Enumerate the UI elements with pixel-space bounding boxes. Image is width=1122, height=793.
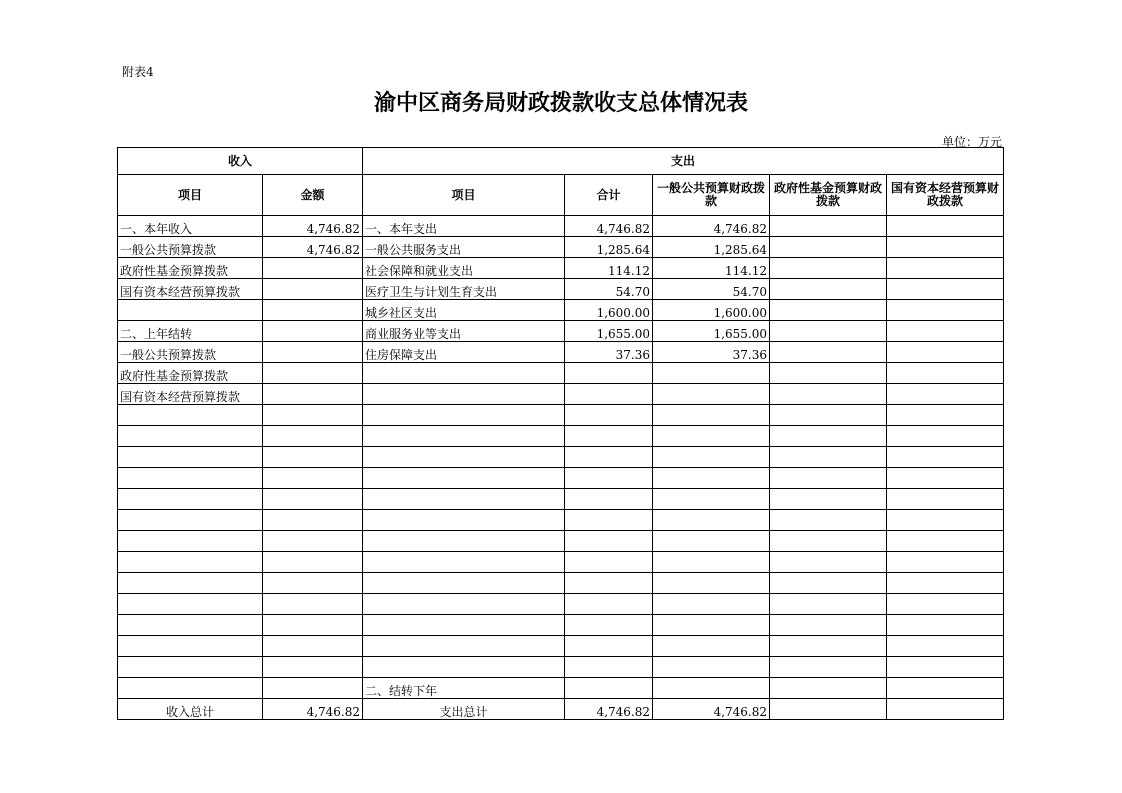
fiscal-table bbox=[117, 147, 1004, 720]
income-amount-cell bbox=[263, 510, 363, 531]
income-item-cell: 一般公共预算拨款 bbox=[118, 237, 263, 258]
income-item-cell bbox=[118, 552, 263, 573]
table-row bbox=[118, 258, 1004, 279]
expense-item-cell bbox=[363, 489, 565, 510]
table-row bbox=[118, 405, 1004, 426]
income-item-header: 项目 bbox=[118, 175, 263, 216]
gov-fund-cell bbox=[770, 237, 887, 258]
expense-item-cell bbox=[363, 531, 565, 552]
general-budget-cell bbox=[653, 384, 770, 405]
gov-fund-cell bbox=[770, 489, 887, 510]
expense-total-cell bbox=[565, 384, 653, 405]
income-amount-cell bbox=[263, 363, 363, 384]
general-budget-cell bbox=[653, 468, 770, 489]
table-row bbox=[118, 510, 1004, 531]
expense-total-cell bbox=[565, 678, 653, 699]
income-amount-cell bbox=[263, 405, 363, 426]
gov-fund-cell bbox=[770, 531, 887, 552]
general-budget-cell bbox=[653, 405, 770, 426]
income-item-cell: 政府性基金预算拨款 bbox=[118, 363, 263, 384]
income-item-cell bbox=[118, 531, 263, 552]
state-capital-cell bbox=[887, 342, 1004, 363]
expense-item-cell bbox=[363, 657, 565, 678]
general-budget-cell bbox=[653, 363, 770, 384]
income-item-cell: 政府性基金预算拨款 bbox=[118, 258, 263, 279]
gov-fund-cell bbox=[770, 363, 887, 384]
state-capital-cell bbox=[887, 405, 1004, 426]
gov-fund-cell bbox=[770, 279, 887, 300]
income-amount-header: 金额 bbox=[263, 175, 363, 216]
general-budget-cell bbox=[653, 531, 770, 552]
income-amount-cell bbox=[263, 384, 363, 405]
table-row bbox=[118, 384, 1004, 405]
income-item-cell bbox=[118, 468, 263, 489]
state-capital-cell bbox=[887, 447, 1004, 468]
expense-total-amount: 4,746.82 bbox=[565, 699, 653, 720]
income-amount-cell bbox=[263, 342, 363, 363]
state-capital-cell bbox=[887, 279, 1004, 300]
expense-item-cell: 住房保障支出 bbox=[363, 342, 565, 363]
general-budget-cell: 1,600.00 bbox=[653, 300, 770, 321]
income-amount-cell bbox=[263, 300, 363, 321]
general-budget-cell: 37.36 bbox=[653, 342, 770, 363]
income-amount-cell bbox=[263, 531, 363, 552]
expense-total-label: 支出总计 bbox=[363, 699, 565, 720]
table-row bbox=[118, 468, 1004, 489]
income-item-cell bbox=[118, 636, 263, 657]
table-row bbox=[118, 573, 1004, 594]
income-item-cell bbox=[118, 657, 263, 678]
expense-item-cell bbox=[363, 615, 565, 636]
income-amount-cell bbox=[263, 594, 363, 615]
income-amount-cell bbox=[263, 426, 363, 447]
expense-item-cell: 二、结转下年 bbox=[363, 678, 565, 699]
expense-total-cell: 54.70 bbox=[565, 279, 653, 300]
state-capital-cell bbox=[887, 510, 1004, 531]
table-row bbox=[118, 594, 1004, 615]
state-capital-cell bbox=[887, 321, 1004, 342]
gov-fund-cell bbox=[770, 447, 887, 468]
general-budget-cell bbox=[653, 594, 770, 615]
income-amount-cell bbox=[263, 468, 363, 489]
state-capital-cell bbox=[887, 657, 1004, 678]
gov-fund-cell bbox=[770, 552, 887, 573]
table-row bbox=[118, 531, 1004, 552]
expense-total-cell bbox=[565, 447, 653, 468]
expense-item-cell bbox=[363, 384, 565, 405]
income-item-cell bbox=[118, 573, 263, 594]
table-row bbox=[118, 321, 1004, 342]
income-item-cell: 国有资本经营预算拨款 bbox=[118, 279, 263, 300]
state-capital-cell bbox=[887, 468, 1004, 489]
state-capital-cell bbox=[887, 573, 1004, 594]
expense-total-cell bbox=[565, 573, 653, 594]
expense-total-cell bbox=[565, 552, 653, 573]
general-budget-cell bbox=[653, 636, 770, 657]
expense-item-cell: 一、本年支出 bbox=[363, 216, 565, 237]
table-row bbox=[118, 489, 1004, 510]
expense-total-cell: 114.12 bbox=[565, 258, 653, 279]
expense-item-cell bbox=[363, 447, 565, 468]
totals-row bbox=[118, 699, 1004, 720]
expense-total-cell bbox=[565, 636, 653, 657]
expense-item-header: 项目 bbox=[363, 175, 565, 216]
gov-fund-cell bbox=[770, 468, 887, 489]
income-item-cell bbox=[118, 678, 263, 699]
expense-total-header: 合计 bbox=[565, 175, 653, 216]
state-capital-total bbox=[887, 699, 1004, 720]
general-budget-cell bbox=[653, 573, 770, 594]
table-row bbox=[118, 615, 1004, 636]
gov-fund-cell bbox=[770, 678, 887, 699]
expense-item-cell: 社会保障和就业支出 bbox=[363, 258, 565, 279]
expense-total-cell: 1,655.00 bbox=[565, 321, 653, 342]
table-row bbox=[118, 657, 1004, 678]
income-item-cell bbox=[118, 615, 263, 636]
income-item-cell bbox=[118, 405, 263, 426]
expense-total-cell bbox=[565, 426, 653, 447]
income-item-cell bbox=[118, 300, 263, 321]
gov-fund-cell bbox=[770, 216, 887, 237]
gov-fund-cell bbox=[770, 342, 887, 363]
expense-item-cell: 一般公共服务支出 bbox=[363, 237, 565, 258]
table-row bbox=[118, 363, 1004, 384]
page-title: 渝中区商务局财政拨款收支总体情况表 bbox=[373, 91, 748, 116]
state-capital-cell bbox=[887, 615, 1004, 636]
gov-fund-cell bbox=[770, 636, 887, 657]
expense-total-cell bbox=[565, 489, 653, 510]
state-capital-cell bbox=[887, 384, 1004, 405]
general-budget-cell bbox=[653, 489, 770, 510]
general-budget-cell: 4,746.82 bbox=[653, 216, 770, 237]
expense-total-cell bbox=[565, 531, 653, 552]
gov-fund-cell bbox=[770, 657, 887, 678]
income-amount-cell bbox=[263, 573, 363, 594]
table-row bbox=[118, 300, 1004, 321]
table-row bbox=[118, 447, 1004, 468]
expense-item-cell bbox=[363, 405, 565, 426]
income-item-cell bbox=[118, 447, 263, 468]
gov-fund-cell bbox=[770, 300, 887, 321]
expense-total-cell bbox=[565, 510, 653, 531]
income-amount-cell bbox=[263, 489, 363, 510]
income-amount-cell bbox=[263, 321, 363, 342]
income-amount-cell bbox=[263, 447, 363, 468]
income-amount-cell: 4,746.82 bbox=[263, 216, 363, 237]
expense-total-cell: 1,600.00 bbox=[565, 300, 653, 321]
table-row bbox=[118, 678, 1004, 699]
general-budget-header: 一般公共预算财政拨款 bbox=[653, 175, 770, 216]
expense-total-cell: 37.36 bbox=[565, 342, 653, 363]
income-item-cell bbox=[118, 594, 263, 615]
expense-item-cell bbox=[363, 636, 565, 657]
income-amount-cell bbox=[263, 657, 363, 678]
income-total-label: 收入总计 bbox=[118, 699, 263, 720]
table-row bbox=[118, 552, 1004, 573]
expense-header: 支出 bbox=[363, 148, 1004, 175]
expense-total-cell: 1,285.64 bbox=[565, 237, 653, 258]
gov-fund-cell bbox=[770, 573, 887, 594]
expense-item-cell bbox=[363, 594, 565, 615]
income-amount-cell: 4,746.82 bbox=[263, 237, 363, 258]
general-budget-cell: 114.12 bbox=[653, 258, 770, 279]
income-item-cell: 一、本年收入 bbox=[118, 216, 263, 237]
general-budget-cell bbox=[653, 657, 770, 678]
general-budget-cell: 54.70 bbox=[653, 279, 770, 300]
income-amount-cell bbox=[263, 279, 363, 300]
income-amount-cell bbox=[263, 678, 363, 699]
annex-label: 附表4 bbox=[122, 65, 154, 79]
table-row bbox=[118, 636, 1004, 657]
income-amount-cell bbox=[263, 636, 363, 657]
state-capital-cell bbox=[887, 363, 1004, 384]
header-row-groups bbox=[118, 148, 1004, 175]
expense-item-cell: 城乡社区支出 bbox=[363, 300, 565, 321]
expense-item-cell bbox=[363, 468, 565, 489]
expense-total-cell bbox=[565, 405, 653, 426]
expense-item-cell bbox=[363, 573, 565, 594]
income-amount-cell bbox=[263, 615, 363, 636]
general-budget-total: 4,746.82 bbox=[653, 699, 770, 720]
state-capital-cell bbox=[887, 237, 1004, 258]
table-row bbox=[118, 342, 1004, 363]
state-capital-cell bbox=[887, 594, 1004, 615]
gov-fund-cell bbox=[770, 321, 887, 342]
table-row bbox=[118, 426, 1004, 447]
expense-item-cell bbox=[363, 363, 565, 384]
gov-fund-cell bbox=[770, 594, 887, 615]
gov-fund-cell bbox=[770, 426, 887, 447]
gov-fund-total bbox=[770, 699, 887, 720]
general-budget-cell bbox=[653, 447, 770, 468]
state-capital-cell bbox=[887, 552, 1004, 573]
income-amount-cell bbox=[263, 552, 363, 573]
expense-item-cell: 医疗卫生与计划生育支出 bbox=[363, 279, 565, 300]
gov-fund-cell bbox=[770, 258, 887, 279]
income-item-cell: 国有资本经营预算拨款 bbox=[118, 384, 263, 405]
general-budget-cell bbox=[653, 678, 770, 699]
income-header: 收入 bbox=[118, 148, 363, 175]
expense-total-cell bbox=[565, 657, 653, 678]
general-budget-cell bbox=[653, 510, 770, 531]
table-row bbox=[118, 216, 1004, 237]
expense-item-cell: 商业服务业等支出 bbox=[363, 321, 565, 342]
expense-total-cell bbox=[565, 615, 653, 636]
income-total-amount: 4,746.82 bbox=[263, 699, 363, 720]
table-row bbox=[118, 279, 1004, 300]
expense-total-cell: 4,746.82 bbox=[565, 216, 653, 237]
gov-fund-cell bbox=[770, 615, 887, 636]
income-item-cell bbox=[118, 426, 263, 447]
income-amount-cell bbox=[263, 258, 363, 279]
expense-item-cell bbox=[363, 426, 565, 447]
gov-fund-cell bbox=[770, 510, 887, 531]
state-capital-header: 国有资本经营预算财政拨款 bbox=[887, 175, 1004, 216]
expense-total-cell bbox=[565, 594, 653, 615]
state-capital-cell bbox=[887, 636, 1004, 657]
expense-item-cell bbox=[363, 510, 565, 531]
state-capital-cell bbox=[887, 216, 1004, 237]
state-capital-cell bbox=[887, 300, 1004, 321]
state-capital-cell bbox=[887, 426, 1004, 447]
general-budget-cell bbox=[653, 552, 770, 573]
header-row-columns bbox=[118, 175, 1004, 216]
state-capital-cell bbox=[887, 531, 1004, 552]
general-budget-cell bbox=[653, 426, 770, 447]
income-item-cell: 二、上年结转 bbox=[118, 321, 263, 342]
income-item-cell: 一般公共预算拨款 bbox=[118, 342, 263, 363]
gov-fund-cell bbox=[770, 384, 887, 405]
gov-fund-cell bbox=[770, 405, 887, 426]
table-row bbox=[118, 237, 1004, 258]
state-capital-cell bbox=[887, 678, 1004, 699]
expense-total-cell bbox=[565, 468, 653, 489]
state-capital-cell bbox=[887, 489, 1004, 510]
expense-total-cell bbox=[565, 363, 653, 384]
income-item-cell bbox=[118, 510, 263, 531]
state-capital-cell bbox=[887, 258, 1004, 279]
general-budget-cell: 1,285.64 bbox=[653, 237, 770, 258]
general-budget-cell bbox=[653, 615, 770, 636]
unit-label: 单位：万元 bbox=[941, 135, 1002, 149]
general-budget-cell: 1,655.00 bbox=[653, 321, 770, 342]
income-item-cell bbox=[118, 489, 263, 510]
gov-fund-header: 政府性基金预算财政拨款 bbox=[770, 175, 887, 216]
expense-item-cell bbox=[363, 552, 565, 573]
